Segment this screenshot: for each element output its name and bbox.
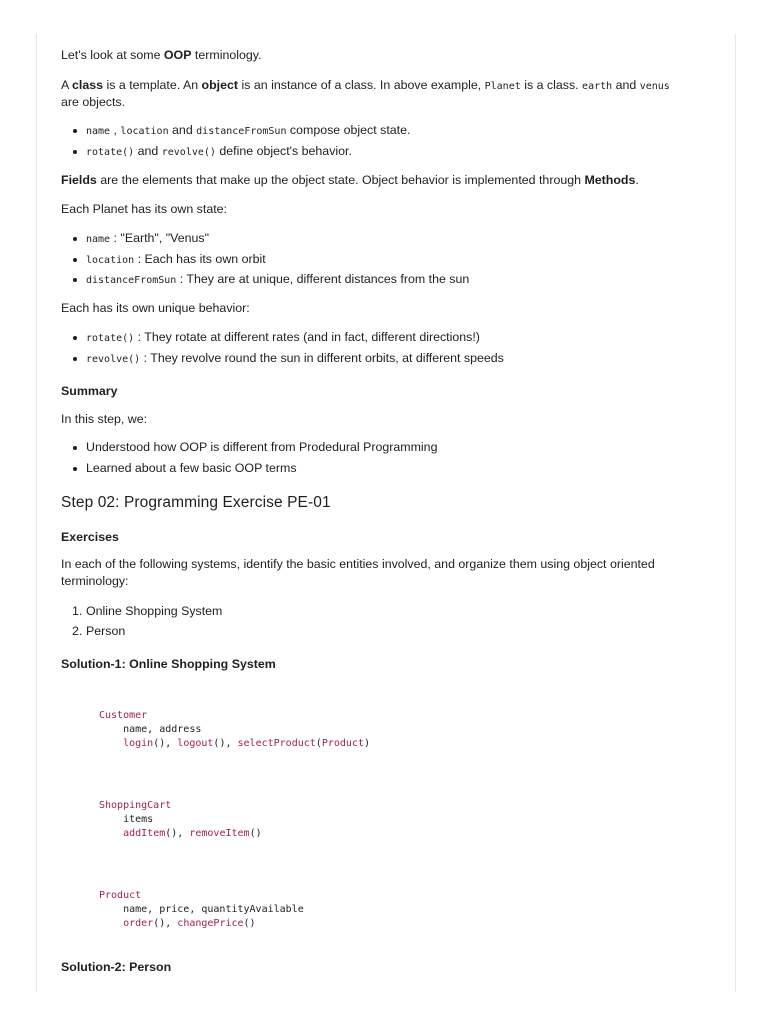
name-code: name <box>86 126 111 137</box>
fields-text: name, address <box>123 724 202 735</box>
text: and <box>612 78 640 92</box>
list-number: 2. <box>72 624 83 638</box>
fields-term: Fields <box>61 173 97 187</box>
text: . <box>635 173 639 187</box>
oop-term: OOP <box>163 48 192 62</box>
location-code: location <box>86 255 135 266</box>
list-number: 1. <box>72 604 83 618</box>
text: and <box>168 123 197 137</box>
fields-text: items <box>123 814 154 825</box>
class-name: ShoppingCart <box>99 800 172 811</box>
code-block-customer: Customer name, address login(), logout(), selectProduct(Product) <box>99 710 371 749</box>
list-item <box>86 271 469 289</box>
method-name: login <box>123 738 154 749</box>
list-item <box>86 251 266 269</box>
solution2-heading: Solution-2: Person <box>61 960 172 974</box>
text: are the elements that make up the object state. Object behavior is implemented through <box>96 173 585 187</box>
text: A <box>61 78 73 92</box>
list-item <box>86 230 209 248</box>
class-name: Customer <box>99 710 148 721</box>
text: : "Earth", "Venus" <box>110 231 209 245</box>
method-args: () <box>153 918 166 929</box>
method-args: () <box>213 738 226 749</box>
list-item <box>72 623 126 640</box>
bullet-icon <box>73 446 77 450</box>
location-code: location <box>120 126 169 137</box>
venus-code: venus <box>639 81 670 92</box>
intro-text-end: terminology. <box>191 48 262 62</box>
method-name: changePrice <box>177 918 244 929</box>
bullet-icon <box>73 467 77 471</box>
bullet-icon <box>73 129 77 133</box>
method-arg-type: Product <box>321 738 364 749</box>
list-item <box>86 460 297 477</box>
method-name: removeItem <box>189 828 250 839</box>
code-block-shoppingcart: ShoppingCart items addItem(), removeItem() <box>99 800 262 839</box>
text: : They are at unique, different distances from the sun <box>176 272 470 286</box>
methods-term: Methods <box>584 173 636 187</box>
class-term: class <box>72 78 104 92</box>
text: is a class. <box>520 78 583 92</box>
list-item <box>86 329 480 347</box>
text: Learned about a few basic OOP terms <box>86 461 297 475</box>
method-name: order <box>123 918 154 929</box>
text: : Each has its own orbit <box>134 252 266 266</box>
planet-code: Planet <box>484 81 521 92</box>
bullet-icon <box>73 237 77 241</box>
revolve-code: revolve() <box>161 147 216 158</box>
code-block-product: Product name, price, quantityAvailable order(), changePrice() <box>99 890 304 929</box>
text: compose object state. <box>286 123 411 137</box>
rotate-code: rotate() <box>86 147 135 158</box>
text: Person <box>86 624 126 638</box>
text: and <box>134 144 162 158</box>
intro-text: Let's look at some <box>61 48 164 62</box>
earth-code: earth <box>582 81 613 92</box>
list-item <box>86 143 352 161</box>
method-name: selectProduct <box>237 738 316 749</box>
method-args: () <box>243 918 256 929</box>
summary-intro: In this step, we: <box>61 412 148 426</box>
text: Understood how OOP is different from Prodedural Programming <box>86 440 438 454</box>
step2-heading: Step 02: Programming Exercise PE-01 <box>61 494 331 511</box>
fields-paragraph <box>61 172 639 189</box>
list-item <box>86 350 504 368</box>
text: is an instance of a class. In above example, <box>238 78 485 92</box>
bullet-icon <box>73 357 77 361</box>
solution1-heading: Solution-1: Online Shopping System <box>61 657 276 671</box>
exercises-heading: Exercises <box>61 530 119 544</box>
object-term: object <box>201 78 239 92</box>
distance-code: distanceFromSun <box>196 126 287 137</box>
distance-code: distanceFromSun <box>86 275 177 286</box>
text: : They revolve round the sun in different orbits, at different speeds <box>140 351 504 365</box>
method-name: addItem <box>123 828 166 839</box>
text: define object's behavior. <box>215 144 352 158</box>
list-item <box>86 439 437 456</box>
class-name: Product <box>99 890 142 901</box>
class-paragraph-line1 <box>61 77 670 95</box>
fields-text: name, price, quantityAvailable <box>123 904 304 915</box>
each-behavior-paragraph: Each has its own unique behavior: <box>61 301 250 315</box>
bullet-icon <box>73 258 77 262</box>
name-code: name <box>86 234 111 245</box>
bullet-icon <box>73 336 77 340</box>
method-args: () <box>249 828 262 839</box>
text: : They rotate at different rates (and in fact, different directions!) <box>134 330 480 344</box>
text: Online Shopping System <box>86 604 223 618</box>
revolve-code: revolve() <box>86 354 141 365</box>
exercises-text-line2: terminology: <box>61 574 129 588</box>
list-item <box>86 122 410 140</box>
bullet-icon <box>73 150 77 154</box>
text: , <box>110 123 121 137</box>
text: is a template. An <box>103 78 202 92</box>
method-name: logout <box>177 738 214 749</box>
bullet-icon <box>73 278 77 282</box>
summary-heading: Summary <box>61 384 118 398</box>
each-state-paragraph: Each Planet has its own state: <box>61 202 227 216</box>
intro-paragraph <box>61 47 261 64</box>
list-item <box>72 603 223 620</box>
rotate-code: rotate() <box>86 333 135 344</box>
method-args: () <box>165 828 178 839</box>
exercises-text-line1: In each of the following systems, identify the basic entities involved, and organize them using object oriented <box>61 557 655 571</box>
method-args: () <box>153 738 166 749</box>
class-paragraph-line2: are objects. <box>61 95 126 109</box>
